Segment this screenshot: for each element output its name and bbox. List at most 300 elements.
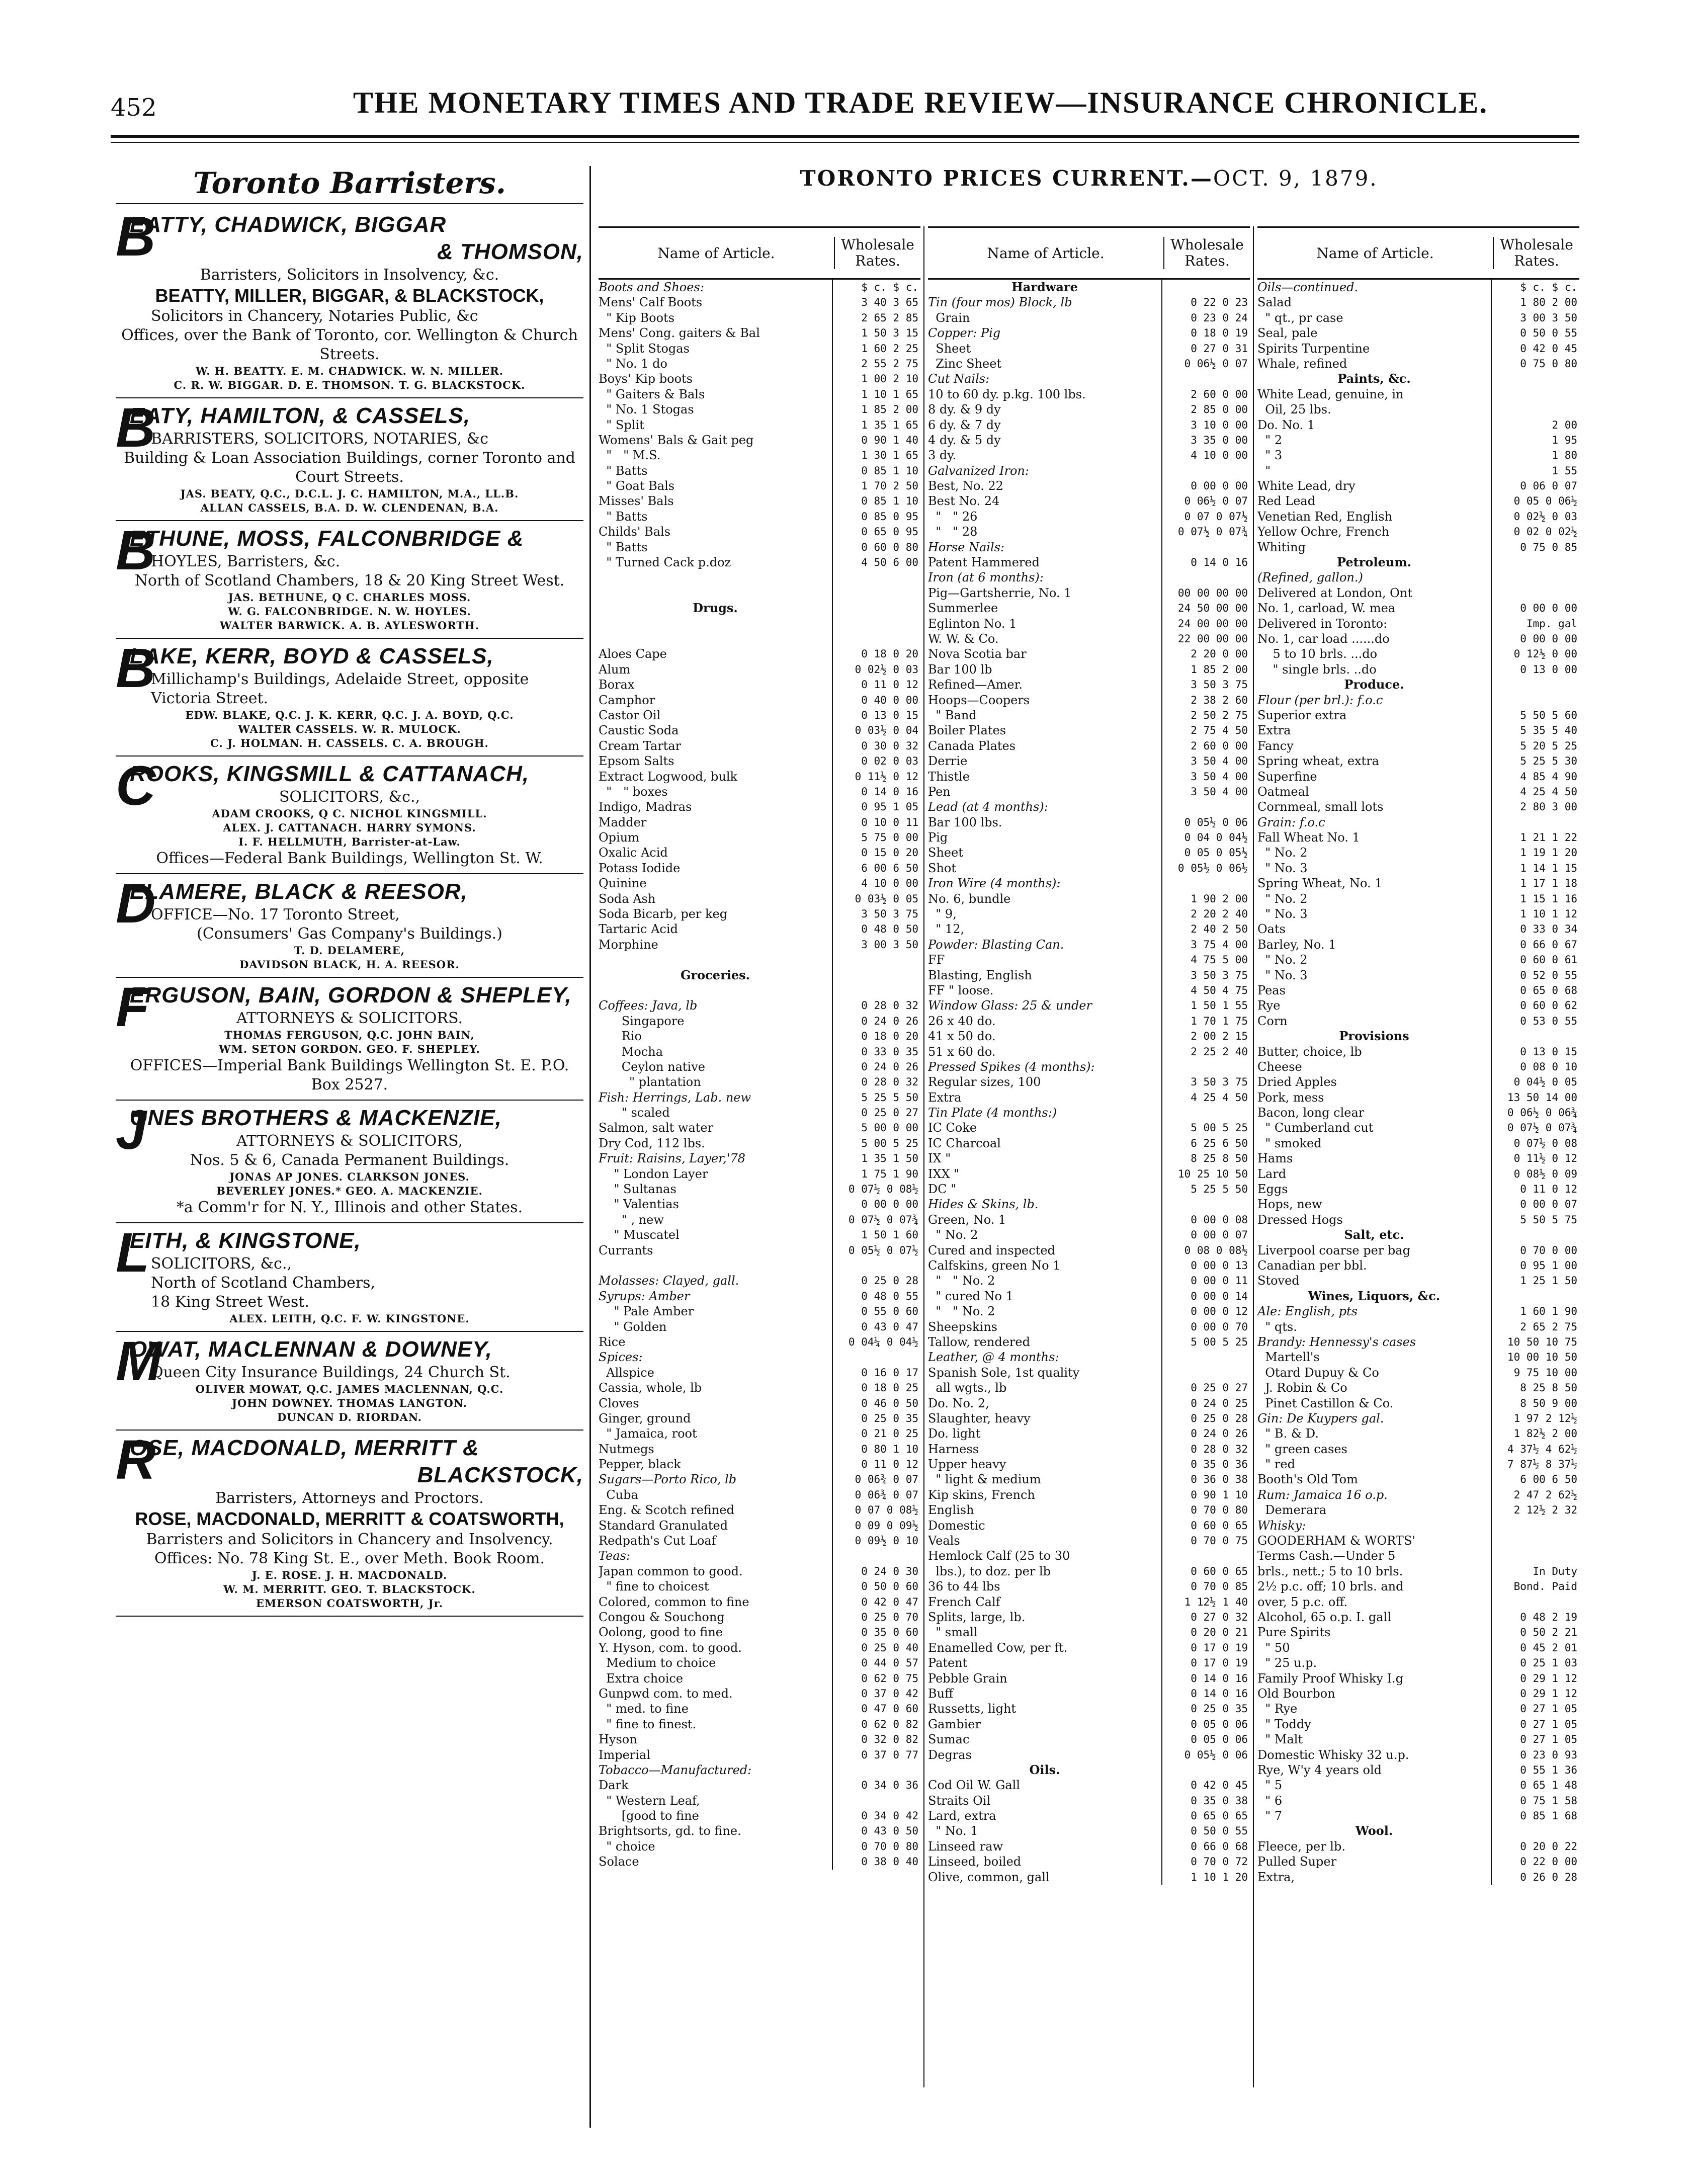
wholesale-rate: 2 60 0 00 <box>1161 738 1250 753</box>
price-row <box>599 998 920 1013</box>
article-name: " No. 2 <box>1257 953 1308 967</box>
price-row <box>928 1854 1250 1869</box>
article-name: Castor Oil <box>599 708 661 722</box>
wholesale-rate: 2 20 2 40 <box>1161 906 1250 921</box>
wholesale-rate: 0 09 0 09½ <box>832 1518 920 1533</box>
article-name: Hyson <box>599 1732 637 1747</box>
price-row <box>928 310 1250 325</box>
wholesale-rate: 0 18 0 19 <box>1161 325 1250 341</box>
wholesale-rate: 0 24 0 26 <box>1161 1426 1250 1441</box>
price-row <box>928 1227 1250 1242</box>
article-name: Quinine <box>599 876 647 891</box>
wholesale-rate <box>1491 387 1579 402</box>
wholesale-rate: 0 90 1 40 <box>832 433 920 448</box>
article-name: Borax <box>599 678 635 692</box>
price-row <box>599 1243 920 1258</box>
firm-line: ALEX. LEITH, Q.C. F. W. KINGSTONE. <box>229 1312 470 1325</box>
price-row <box>1257 845 1579 860</box>
price-row <box>928 1442 1250 1457</box>
firm-line: OFFICES—Imperial Bank Buildings Wellington St. E. P.O. Box 2527. <box>130 1057 569 1094</box>
article-name: Oils—continued. <box>1257 280 1359 294</box>
price-row <box>599 1334 920 1350</box>
article-name: Tin (four mos) Block, lb <box>928 295 1072 310</box>
article-name: " Batts <box>599 540 648 554</box>
wholesale-rate: 0 34 0 36 <box>832 1778 920 1793</box>
price-row <box>599 799 920 814</box>
article-name: Slaughter, heavy <box>928 1411 1031 1425</box>
wholesale-rate: 0 00 0 11 <box>1161 1273 1250 1288</box>
price-row <box>928 1762 1250 1778</box>
firm-name-continued: & THOMSON, <box>437 239 583 264</box>
firm-line: Offices, over the Bank of Toronto, cor. Wellington & Church Streets. <box>121 326 578 363</box>
price-row <box>1257 280 1579 295</box>
article-name: Leather, @ 4 months: <box>928 1350 1059 1365</box>
article-name: " red <box>1257 1457 1295 1472</box>
price-row <box>928 341 1250 356</box>
wholesale-rate: 0 27 1 05 <box>1491 1717 1579 1732</box>
article-name: Ale: English, pts <box>1257 1304 1358 1319</box>
wholesale-rate: 1 60 1 90 <box>1491 1304 1579 1319</box>
wholesale-rate: 0 04½ 0 05 <box>1491 1074 1579 1089</box>
article-name: Pure Spirits <box>1257 1625 1331 1640</box>
price-row <box>599 876 920 891</box>
firm-line: W. G. FALCONBRIDGE. N. W. HOYLES. <box>228 605 471 618</box>
wholesale-rate: 0 00 0 00 <box>1491 631 1579 646</box>
wholesale-rate: 0 50 0 55 <box>1161 1823 1250 1838</box>
price-row <box>599 1074 920 1089</box>
wholesale-rate: 0 07½ 0 08 <box>1491 1136 1579 1151</box>
price-row <box>599 341 920 356</box>
price-row <box>928 1823 1250 1838</box>
price-row <box>599 1778 920 1793</box>
article-name: Rice <box>599 1334 626 1349</box>
column-label-name: Name of Article. <box>657 244 775 262</box>
article-name: Dry Cod, 112 lbs. <box>599 1136 705 1150</box>
price-row <box>599 1625 920 1640</box>
price-row <box>599 1396 920 1411</box>
price-row <box>928 631 1250 646</box>
wholesale-rate: 0 18 0 25 <box>832 1380 920 1395</box>
price-row <box>928 1655 1250 1670</box>
price-row <box>928 540 1250 555</box>
wholesale-rate: 1 30 1 65 <box>832 448 920 463</box>
price-column-header <box>1257 226 1579 280</box>
firm-line: Offices—Federal Bank Buildings, Wellington St. W. <box>156 850 543 867</box>
price-row <box>1257 1671 1579 1686</box>
price-row <box>1257 1854 1579 1869</box>
article-name: Regular sizes, 100 <box>928 1075 1041 1089</box>
article-name: IXX " <box>928 1166 960 1181</box>
wholesale-rate: 1 80 <box>1491 448 1579 463</box>
price-row <box>928 677 1250 692</box>
wholesale-rate <box>1491 1289 1579 1304</box>
firm-card <box>116 978 583 1101</box>
price-row <box>599 555 920 570</box>
price-row <box>928 906 1250 921</box>
price-row <box>1257 417 1579 433</box>
wholesale-rate <box>1491 815 1579 830</box>
article-name: 26 x 40 do. <box>928 1014 996 1028</box>
firm-line: Queen City Insurance Buildings, 24 Church St. <box>151 1364 511 1381</box>
article-name: " " 28 <box>928 525 978 539</box>
price-row <box>599 1273 920 1288</box>
wholesale-rate: 3 35 0 00 <box>1161 433 1250 448</box>
article-name: Horse Nails: <box>928 540 1005 554</box>
wholesale-rate: 0 00 0 07 <box>1491 1197 1579 1212</box>
firm-card <box>116 1431 583 1617</box>
price-row <box>1257 861 1579 876</box>
price-row <box>599 1717 920 1732</box>
price-row <box>1257 493 1579 509</box>
price-row <box>1257 463 1579 478</box>
wholesale-rate: 0 37 0 77 <box>832 1747 920 1762</box>
prices-title <box>599 166 1579 191</box>
wholesale-rate: 0 75 1 58 <box>1491 1793 1579 1808</box>
article-name: Zinc Sheet <box>928 356 1002 371</box>
firm-line: North of Scotland Chambers, <box>151 1274 376 1292</box>
article-name: 2½ p.c. off; 10 brls. and <box>1257 1579 1404 1594</box>
article-name: " No. 2 <box>1257 846 1308 860</box>
firm-line: WALTER CASSELS. W. R. MULOCK. <box>238 723 461 735</box>
wholesale-rate: 2 50 2 75 <box>1161 708 1250 723</box>
price-row <box>1257 1778 1579 1793</box>
firm-initial: M <box>116 1330 162 1392</box>
price-column <box>599 226 920 2087</box>
wholesale-rate <box>1161 540 1250 555</box>
wholesale-rate: 4 10 0 00 <box>832 876 920 891</box>
wholesale-rate: 0 28 0 32 <box>1161 1442 1250 1457</box>
price-row <box>1257 1014 1579 1029</box>
wholesale-rate: 0 70 0 80 <box>1161 1502 1250 1518</box>
article-name: Veals <box>928 1534 960 1548</box>
wholesale-rate: 0 70 0 72 <box>1161 1854 1250 1869</box>
article-name: Blasting, English <box>928 968 1032 982</box>
article-name: " 5 <box>1257 1778 1283 1793</box>
article-name: Molasses: Clayed, gall. <box>599 1274 739 1288</box>
article-name: Madder <box>599 815 647 829</box>
article-name: " No. 3 <box>1257 861 1308 875</box>
wholesale-rate: 0 02½ 0 03 <box>832 662 920 677</box>
wholesale-rate: 4 85 4 90 <box>1491 769 1579 784</box>
price-row <box>599 478 920 493</box>
wholesale-rate: 1 70 2 50 <box>832 478 920 493</box>
wholesale-rate <box>1161 463 1250 478</box>
price-row <box>1257 1717 1579 1732</box>
price-row <box>1257 1518 1579 1533</box>
wholesale-rate: 4 50 6 00 <box>832 555 920 570</box>
wholesale-rate: 0 25 0 35 <box>832 1411 920 1426</box>
article-name: " Sultanas <box>599 1182 676 1197</box>
price-row <box>599 1793 920 1808</box>
firm-initial: J <box>116 1099 147 1161</box>
article-name: Sheepskins <box>928 1319 997 1334</box>
article-name: Barley, No. 1 <box>1257 937 1336 952</box>
firm-line: T. D. DELAMERE, <box>294 944 405 957</box>
article-name: Fleece, per lb. <box>1257 1839 1345 1854</box>
article-name: Pig—Gartsherrie, No. 1 <box>928 585 1072 600</box>
article-name: " qt., pr case <box>1257 310 1343 325</box>
publication-title: THE MONETARY TIMES AND TRADE REVIEW—INSURANCE CHRONICLE. <box>353 86 1488 119</box>
price-row <box>928 1029 1250 1044</box>
price-row <box>599 417 920 433</box>
price-row <box>1257 1227 1579 1242</box>
price-row <box>1257 1334 1579 1350</box>
article-name: " single brls. ..do <box>1257 662 1377 677</box>
price-row <box>599 1350 920 1365</box>
article-name: Cornmeal, small lots <box>1257 800 1384 814</box>
wholesale-rate: 0 48 2 19 <box>1491 1610 1579 1625</box>
article-name: " light & medium <box>928 1472 1041 1487</box>
price-row <box>928 1243 1250 1258</box>
article-name: Nova Scotia bar <box>928 647 1027 661</box>
wholesale-rate: 0 43 0 47 <box>832 1319 920 1334</box>
article-name: Superior extra <box>1257 708 1347 722</box>
article-name: Fall Wheat No. 1 <box>1257 830 1360 845</box>
wholesale-rate <box>832 983 920 998</box>
article-name: Salt, etc. <box>1344 1227 1404 1242</box>
price-row <box>1257 325 1579 341</box>
wholesale-rate: 2 47 2 62½ <box>1491 1487 1579 1502</box>
article-name: " " No. 2 <box>928 1304 995 1319</box>
article-name: White Lead, dry <box>1257 479 1356 493</box>
prices-date: OCT. 9, 1879. <box>1213 166 1378 191</box>
wholesale-rate: 0 18 0 20 <box>832 646 920 661</box>
wholesale-rate <box>832 1350 920 1365</box>
price-row <box>928 493 1250 509</box>
firm-initial: D <box>116 873 156 935</box>
wholesale-rate <box>1161 799 1250 814</box>
wholesale-rate: 2 38 2 60 <box>1161 693 1250 708</box>
price-row <box>928 295 1250 310</box>
price-row <box>928 1166 1250 1182</box>
wholesale-rate: 5 00 5 25 <box>1161 1334 1250 1350</box>
firm-line: C. R. W. BIGGAR. D. E. THOMSON. T. G. BLACKSTOCK. <box>174 379 526 391</box>
article-name: Stoved <box>1257 1274 1300 1288</box>
wholesale-rate: 0 08 0 08½ <box>1161 1243 1250 1258</box>
price-row <box>1257 1533 1579 1548</box>
article-name: " scaled <box>599 1106 670 1120</box>
wholesale-rate: 0 27 1 05 <box>1491 1732 1579 1747</box>
article-name: " Toddy <box>1257 1717 1311 1731</box>
price-row <box>1257 1136 1579 1151</box>
price-row <box>928 524 1250 539</box>
price-row <box>1257 921 1579 937</box>
price-row <box>599 1548 920 1563</box>
price-row <box>599 1227 920 1242</box>
article-name: Delivered in Toronto: <box>1257 616 1388 631</box>
firm-card <box>116 398 583 521</box>
wholesale-rate: 0 16 0 17 <box>832 1365 920 1380</box>
article-name: Do. light <box>928 1426 981 1441</box>
wholesale-rate: 0 11 0 12 <box>832 677 920 692</box>
wholesale-rate <box>832 601 920 616</box>
article-name: Red Lead <box>1257 494 1316 509</box>
article-name: Provisions <box>1339 1029 1409 1044</box>
price-row <box>599 1319 920 1334</box>
firm-line: DUNCAN D. RIORDAN. <box>277 1411 422 1423</box>
article-name: Dried Apples <box>1257 1075 1337 1089</box>
wholesale-rate: 22 00 00 00 <box>1161 631 1250 646</box>
firm-line: Barristers, Attorneys and Proctors. <box>215 1489 484 1507</box>
price-row <box>928 1074 1250 1089</box>
barristers-title: Toronto Barristers. <box>116 166 583 204</box>
wholesale-rate: 5 00 0 00 <box>832 1120 920 1135</box>
article-name: " No. 2 <box>928 1228 978 1242</box>
price-row <box>599 937 920 952</box>
price-row <box>928 1502 1250 1518</box>
wholesale-rate: 0 40 0 00 <box>832 693 920 708</box>
article-name: Hoops—Coopers <box>928 693 1030 707</box>
price-row <box>599 952 920 967</box>
price-row <box>928 1808 1250 1823</box>
wholesale-rate: 0 02 0 03 <box>832 753 920 769</box>
wholesale-rate: 24 50 00 00 <box>1161 601 1250 616</box>
firm-initial: B <box>116 520 156 581</box>
wholesale-rate: 0 07½ 0 08½ <box>832 1182 920 1197</box>
wholesale-rate <box>1161 1548 1250 1563</box>
article-name: Gunpwd com. to med. <box>599 1686 733 1701</box>
wholesale-rate: 0 05½ 0 06 <box>1161 1747 1250 1762</box>
article-name: Alcohol, 65 o.p. I. gall <box>1257 1610 1391 1624</box>
price-row <box>1257 387 1579 402</box>
article-name: Oxalic Acid <box>599 846 668 860</box>
firm-name: LAKE, KERR, BOYD & CASSELS, <box>130 644 494 668</box>
price-row <box>928 417 1250 433</box>
price-row <box>599 585 920 601</box>
price-row <box>928 1640 1250 1655</box>
price-row <box>928 1258 1250 1273</box>
firm-line: ATTORNEYS & SOLICITORS. <box>236 1010 463 1027</box>
wholesale-rate: 1 10 1 20 <box>1161 1870 1250 1885</box>
prices-current <box>599 166 1579 2128</box>
firm-line: North of Scotland Chambers, 18 & 20 King Street West. <box>134 572 565 590</box>
wholesale-rate: Imp. gal <box>1491 616 1579 631</box>
wholesale-rate: 0 28 0 32 <box>832 1074 920 1089</box>
price-row <box>1257 540 1579 555</box>
price-row <box>928 815 1250 830</box>
wholesale-rate: 0 06 0 07 <box>1491 478 1579 493</box>
article-name: Seal, pale <box>1257 326 1318 341</box>
price-row <box>599 1671 920 1686</box>
price-row <box>928 433 1250 448</box>
firm-line: *a Comm'r for N. Y., Illinois and other States. <box>176 1199 523 1216</box>
article-name: Spring Wheat, No. 1 <box>1257 876 1383 891</box>
article-name: " B. & D. <box>1257 1426 1319 1441</box>
wholesale-rate: 2 40 2 50 <box>1161 921 1250 937</box>
article-name: Boots and Shoes: <box>599 280 704 294</box>
price-row <box>928 601 1250 616</box>
price-row <box>599 616 920 631</box>
price-row <box>928 448 1250 463</box>
article-name: Flour (per brl.): f.o.c <box>1257 693 1383 707</box>
price-row <box>599 1854 920 1869</box>
price-row <box>599 325 920 341</box>
article-name: " 3 <box>1257 448 1283 463</box>
article-name: Buff <box>928 1686 954 1701</box>
wholesale-rate: 0 65 0 65 <box>1161 1808 1250 1823</box>
article-name: Domestic <box>928 1518 985 1533</box>
wholesale-rate: 0 05 0 06½ <box>1491 493 1579 509</box>
wholesale-rate: 13 50 14 00 <box>1491 1090 1579 1105</box>
firm-line: Millichamp's Buildings, Adelaide Street, opposite Victoria Street. <box>151 670 529 707</box>
price-row <box>928 998 1250 1013</box>
article-name: " No. 1 do <box>599 356 667 371</box>
wholesale-rate: 0 24 0 26 <box>832 1059 920 1074</box>
article-name: Galvanized Iron: <box>928 463 1029 478</box>
wholesale-rate <box>1491 1533 1579 1548</box>
article-name <box>599 1258 832 1273</box>
price-row <box>928 799 1250 814</box>
wholesale-rate: 0 29 1 12 <box>1491 1686 1579 1701</box>
article-name: 3 dy. <box>928 448 957 463</box>
wholesale-rate: 0 05½ 0 06 <box>1161 815 1250 830</box>
wholesale-rate: 0 25 0 27 <box>832 1105 920 1120</box>
wholesale-rate: 0 62 0 82 <box>832 1717 920 1732</box>
price-row <box>1257 1044 1579 1059</box>
firm-line: ATTORNEYS & SOLICITORS, <box>236 1132 463 1150</box>
price-row <box>599 1686 920 1701</box>
wholesale-rate: 0 25 0 35 <box>1161 1701 1250 1716</box>
firm-initial: F <box>116 976 150 1038</box>
price-row <box>928 784 1250 799</box>
article-name: Oatmeal <box>1257 784 1309 799</box>
article-name: Gambier <box>928 1717 981 1731</box>
price-row <box>1257 1258 1579 1273</box>
wholesale-rate <box>1491 371 1579 386</box>
wholesale-rate: 1 50 1 60 <box>832 1227 920 1242</box>
article-name: " Jamaica, root <box>599 1426 697 1441</box>
price-row <box>599 1732 920 1747</box>
wholesale-rate: 0 48 0 55 <box>832 1289 920 1304</box>
price-row <box>928 1472 1250 1487</box>
wholesale-rate <box>832 1793 920 1808</box>
article-name: Tallow, rendered <box>928 1334 1030 1349</box>
wholesale-rate: 1 55 <box>1491 463 1579 478</box>
wholesale-rate: 10 50 10 75 <box>1491 1334 1579 1350</box>
wholesale-rate: 7 87½ 8 37½ <box>1491 1457 1579 1472</box>
article-name: Allspice <box>599 1365 654 1380</box>
article-name: IC Coke <box>928 1121 977 1135</box>
wholesale-rate: 2 12½ 2 32 <box>1491 1502 1579 1518</box>
wholesale-rate: 3 50 4 00 <box>1161 753 1250 769</box>
wholesale-rate: 0 14 0 16 <box>1161 555 1250 570</box>
wholesale-rate: 1 50 3 15 <box>832 325 920 341</box>
price-row <box>599 463 920 478</box>
article-name: Sheet <box>928 846 963 860</box>
price-row <box>1257 524 1579 539</box>
wholesale-rate: 0 50 0 60 <box>832 1579 920 1594</box>
price-row <box>599 1120 920 1135</box>
article-name: Shot <box>928 861 956 875</box>
price-row <box>1257 478 1579 493</box>
article-name: " " boxes <box>599 784 668 799</box>
wholesale-rate: 5 20 5 25 <box>1491 738 1579 753</box>
price-row <box>599 1426 920 1441</box>
article-name: Otard Dupuy & Co <box>1257 1365 1379 1380</box>
firm-line: EDW. BLAKE, Q.C. J. K. KERR, Q.C. J. A. BOYD, Q.C. <box>185 709 514 721</box>
firm-card <box>116 207 583 398</box>
article-name: Paints, &c. <box>1337 371 1411 386</box>
price-row <box>928 1717 1250 1732</box>
wholesale-rate: 5 25 5 50 <box>832 1090 920 1105</box>
price-row <box>1257 769 1579 784</box>
firm-line: Building & Loan Association Buildings, corner Toronto and Court Streets. <box>124 449 575 486</box>
wholesale-rate: 0 37 0 42 <box>832 1686 920 1701</box>
article-name: Enamelled Cow, per ft. <box>928 1640 1068 1655</box>
price-row <box>928 463 1250 478</box>
wholesale-rate: 1 60 2 25 <box>832 341 920 356</box>
wholesale-rate: 0 20 0 22 <box>1491 1839 1579 1854</box>
